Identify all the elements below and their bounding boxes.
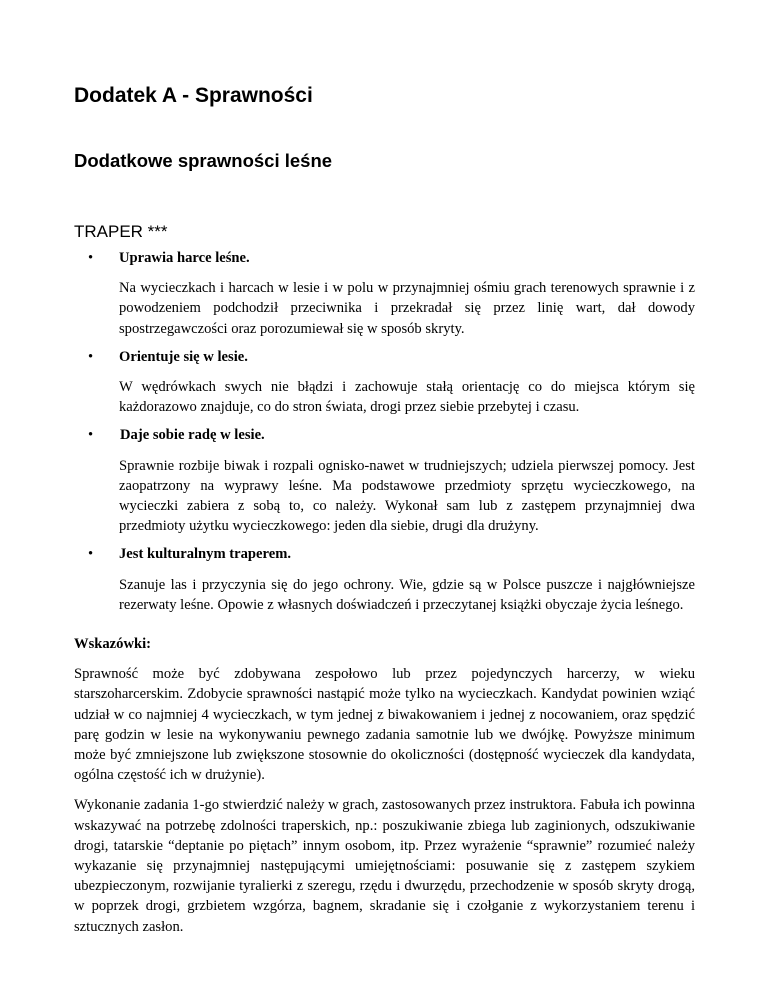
bullet-icon: • <box>88 250 94 266</box>
bullet-icon: • <box>88 546 94 563</box>
requirement-item <box>74 347 695 418</box>
requirements-list <box>74 248 695 623</box>
requirement-heading: Orientuje się w lesie. <box>119 348 248 365</box>
requirement-description: Na wycieczkach i harcach w lesie i w polu w przynajmniej ośmiu grach terenowych sprawnie i z powodzeniem podchodził przeciwnika i przekradał się przez linię wart, dał dowody spostrzegawczości oraz porozumiewał się w sposób skryty. <box>119 280 695 337</box>
hints-section <box>74 634 695 947</box>
badge-title: TRAPER *** <box>74 222 168 241</box>
section-subtitle: Dodatkowe sprawności leśne <box>74 150 333 171</box>
bullet-icon: • <box>88 427 94 444</box>
requirement-item <box>74 248 695 339</box>
requirement-description: W wędrówkach swych nie błądzi i zachowuje stałą orientację co do miejsca którym się każdorazowo znajduje, co do stron świata, drogi przez siebie przebytej i czasu. <box>119 379 695 416</box>
appendix-title: Dodatek A - Sprawności <box>74 84 313 107</box>
hints-paragraph: Sprawność może być zdobywana zespołowo lub przez pojedynczych harcerzy, w wieku starszoharcerskim. Zdobycie sprawności nastąpić może tylko na wycieczkach. Kandydat powinien wziąć udział w co najmniej 4 wycieczkach, w tym jednej z biwakowaniem i jednej z nocowaniem, oraz spędzić parę godzin w lesie na wykonywaniu pewnego zadania samotnie lub we dwójkę. Powyższe minimum może być zmniejszone lub zwiększone stosownie do okoliczności (dostępność wycieczek dla kandydata, ogólna częstość ich w drużynie). <box>74 666 695 784</box>
bullet-icon: • <box>88 348 94 365</box>
hints-paragraph: Wykonanie zadania 1-go stwierdzić należy w grach, zastosowanych przez instruktora. Fabuła ich powinna wskazywać na potrzebę zdolności traperskich, np.: poszukiwanie zbiega lub zaginionych, odszukiwanie drogi, tatarskie “deptanie po piętach” innym osobom, itp. Przez wyrażenie “sprawnie” rozumieć należy wykazanie się przynajmniej następującymi umiejętnościami: posuwanie się z zastępem szykiem ubezpieczonym, rozwijanie tyralierki z szeregu, rzędu i dwurzędu, przechodzenie w sposób skryty drogą, w poprzek drogi, grzbietem wzgórza, bagnem, skradanie się i czołganie z wykorzystaniem terenu i sztucznych zasłon. <box>74 797 695 935</box>
requirement-description: Sprawnie rozbije biwak i rozpali ognisko-nawet w trudniejszych; udziela pierwszej pomocy. Jest zaopatrzony na wyprawy leśne. Ma podstawowe przedmioty sprzętu wycieczkowego, na wycieczki zabiera z sobą to, co należy. Wykonał sam lub z zastępem przynajmniej dwa przedmioty użytku wycieczkowego: jeden dla siebie, drugi dla drużyny. <box>119 457 695 535</box>
requirement-description: Szanuje las i przyczynia się do jego ochrony. Wie, gdzie są w Polsce puszcze i najgłówniejsze rezerwaty leśne. Opowie z własnych doświadczeń i przeczytanej książki obyczaje życia leśnego. <box>119 576 695 613</box>
requirement-heading: Daje sobie radę w lesie. <box>120 427 265 444</box>
requirement-item <box>74 544 695 615</box>
requirement-heading: Uprawia harce leśne. <box>119 250 250 266</box>
requirement-heading: Jest kulturalnym traperem. <box>119 546 291 563</box>
requirement-item <box>74 425 695 536</box>
hints-title: Wskazówki: <box>74 636 152 652</box>
